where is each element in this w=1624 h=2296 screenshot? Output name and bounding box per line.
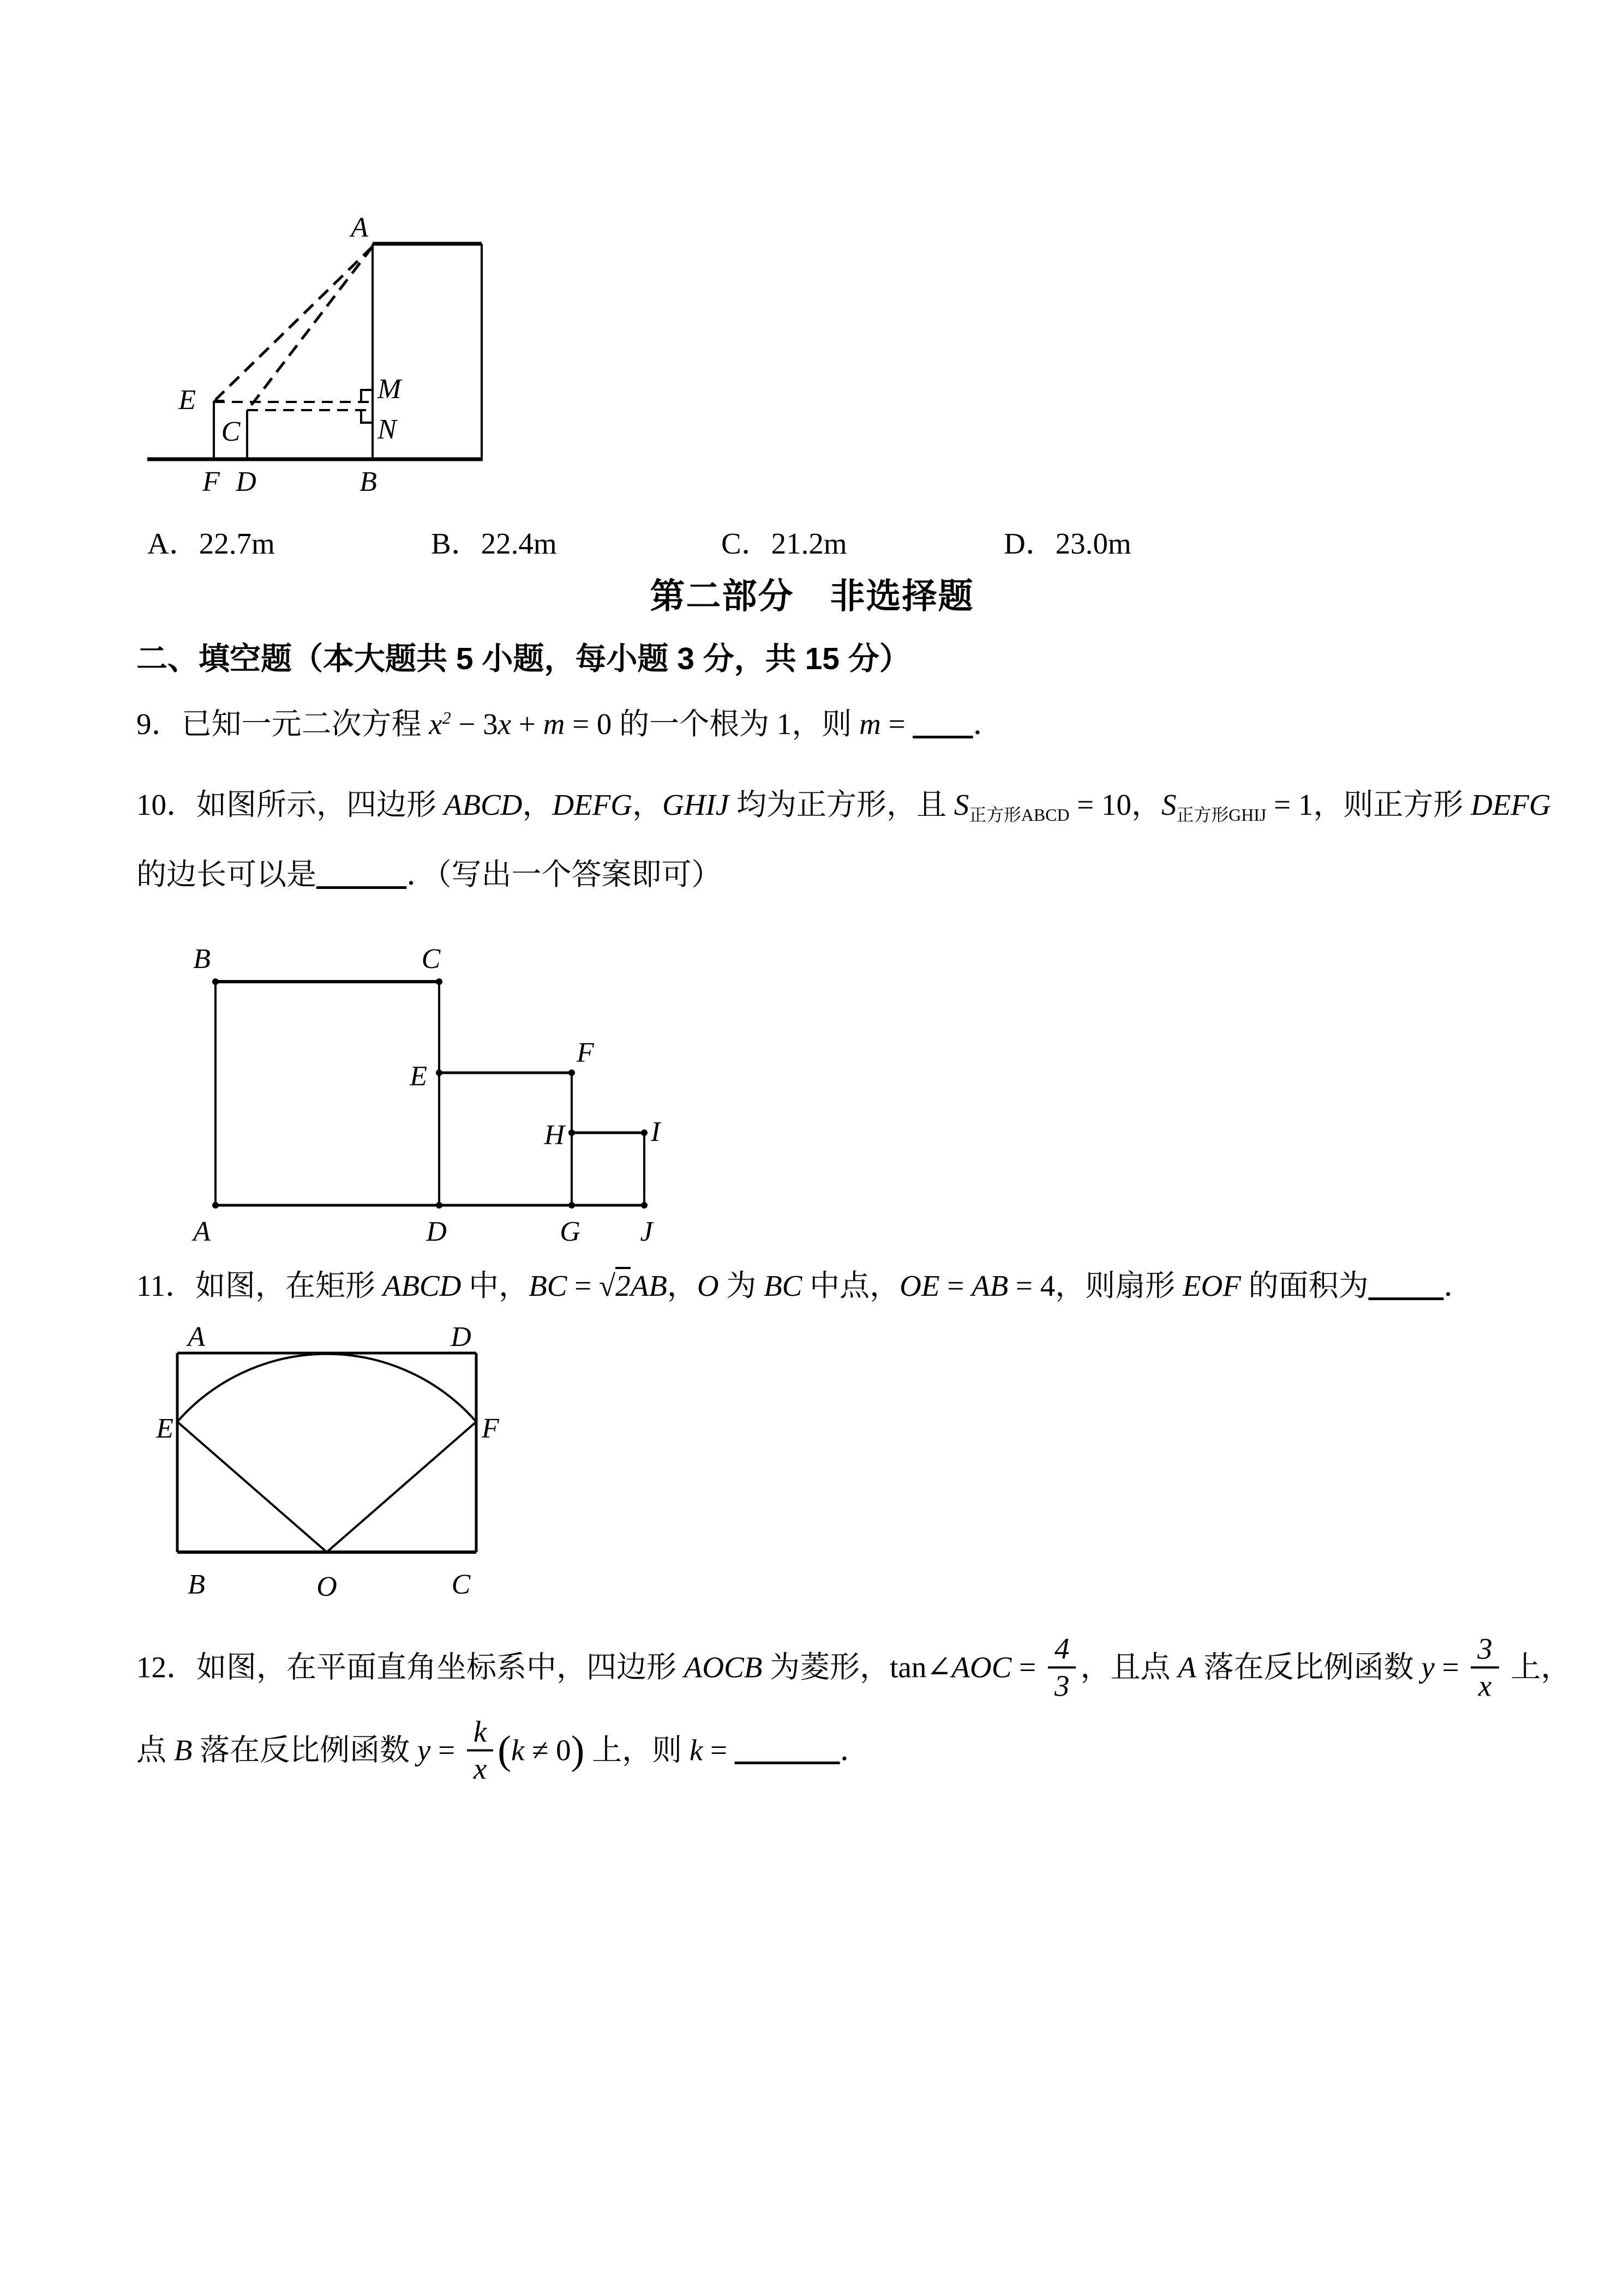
text-segment: = 10， (1069, 788, 1162, 821)
label-B: B (359, 466, 377, 497)
text-segment: x (429, 707, 442, 741)
label-O: O (316, 1571, 337, 1602)
text-segment: + (511, 707, 543, 741)
fraction: $\frac{k}{x}$ (467, 1716, 493, 1785)
label-D: D (236, 466, 256, 497)
text-segment: BC (764, 1269, 802, 1302)
fill-section-title: 二、填空题（本大题共 5 小题，每小题 3 分，共 15 分） (136, 641, 910, 676)
text-segment: AOCB (684, 1650, 763, 1684)
text-segment: 9．已知一元二次方程 (136, 707, 429, 741)
label-F: F (202, 466, 220, 497)
square-root: √2 (599, 1267, 631, 1302)
text-segment: m (543, 707, 565, 741)
label-J: J (640, 1216, 653, 1247)
label-N: N (377, 414, 397, 445)
label-I: I (651, 1116, 661, 1147)
text-segment: 正方形ABCD (969, 806, 1070, 825)
question-12-line2 (136, 1715, 870, 1788)
text-segment: m (859, 707, 881, 741)
text-segment: 10．如图所示，四边形 (136, 788, 444, 821)
text-segment: ． (1443, 1269, 1474, 1302)
text-segment: B (173, 1733, 193, 1767)
answer-blank: _______ (734, 1733, 840, 1767)
text-segment: = (939, 1269, 972, 1302)
sight-line-AC (249, 247, 373, 408)
corner-dots (212, 978, 648, 1209)
answer-blank: _____ (1368, 1269, 1444, 1302)
text-segment: 11．如图，在矩形 (136, 1269, 383, 1302)
text-segment: 的面积为 (1241, 1269, 1369, 1302)
answer-blank: ______ (316, 858, 407, 891)
option-b: B．22.4m (431, 527, 557, 560)
label-M: M (377, 374, 401, 405)
label-G: G (560, 1216, 580, 1247)
label-C: C (421, 943, 441, 975)
label-F: F (482, 1413, 499, 1444)
text-segment: y (1421, 1650, 1435, 1684)
label-D: D (451, 1321, 471, 1353)
label-D: D (426, 1216, 447, 1247)
text-segment: = (1434, 1650, 1467, 1684)
text-segment: A (1178, 1650, 1196, 1684)
sight-line-AE (215, 247, 373, 400)
label-A: A (193, 1216, 211, 1247)
text-segment: O (697, 1269, 719, 1302)
radius-OE (177, 1422, 327, 1552)
text-segment: ABCD (382, 1269, 462, 1302)
text-segment: 中点， (802, 1269, 900, 1302)
text-segment: 正方形GHIJ (1176, 806, 1267, 825)
text-segment: 落在反比例函数 (1196, 1650, 1422, 1684)
arc-EF (177, 1354, 476, 1422)
text-segment: ， (632, 788, 663, 821)
label-A: A (188, 1321, 205, 1353)
text-segment: ≠ 0 (524, 1733, 571, 1767)
option-a: A．22.7m (147, 527, 275, 560)
text-segment: ) (571, 1728, 585, 1773)
label-E: E (410, 1061, 427, 1092)
label-B: B (188, 1569, 205, 1600)
text-segment: ．（写出一个答案即可） (406, 858, 722, 891)
text-segment: S (1161, 788, 1177, 821)
question-10-line1 (136, 785, 1551, 827)
q11-sector-figure (156, 1321, 524, 1636)
text-segment: AB (971, 1269, 1009, 1302)
question-10-line2 (136, 855, 722, 894)
text-segment: − 3 (451, 707, 498, 741)
text-segment: ， (522, 788, 553, 821)
text-segment: ． (973, 707, 1003, 741)
text-segment: ，且点 (1080, 1650, 1178, 1684)
text-segment: x (498, 707, 512, 741)
label-C: C (451, 1569, 471, 1600)
fraction: $\frac{3}{x}$ (1471, 1633, 1499, 1702)
text-segment: DEFG (1471, 788, 1551, 821)
text-segment: = (880, 707, 913, 741)
text-segment: 落在反比例函数 (192, 1733, 417, 1767)
q10-squares-figure (185, 927, 676, 1254)
option-c: C．21.2m (721, 527, 847, 560)
text-segment: EOF (1182, 1269, 1241, 1302)
text-segment: 均为正方形，且 (729, 788, 954, 821)
q8-building-figure (139, 212, 510, 502)
text-segment: DEFG (552, 788, 633, 821)
text-segment: = (1011, 1650, 1044, 1684)
text-segment: 上，则 (584, 1733, 690, 1767)
fraction: $\frac{4}{3}$ (1048, 1633, 1076, 1702)
question-11 (136, 1266, 1473, 1306)
answer-blank: ____ (913, 707, 973, 741)
text-segment: 为 (718, 1269, 764, 1302)
text-segment: BC (529, 1269, 567, 1302)
label-C: C (221, 416, 241, 447)
right-angle-N (361, 410, 373, 423)
right-angle-M (361, 390, 373, 402)
option-d: D．23.0m (1004, 527, 1131, 560)
text-segment: ， (667, 1269, 697, 1302)
label-F: F (577, 1037, 594, 1068)
text-segment: 上， (1503, 1650, 1571, 1684)
label-H: H (544, 1120, 565, 1151)
text-segment: S (954, 788, 969, 821)
text-segment: = 1，则正方形 (1266, 788, 1471, 821)
text-segment: ( (498, 1728, 511, 1773)
text-segment: = 4，则扇形 (1008, 1269, 1183, 1302)
text-segment: tan∠ (890, 1650, 952, 1684)
text-segment: ． (840, 1733, 870, 1767)
text-segment: GHIJ (662, 788, 729, 821)
radius-OF (327, 1422, 476, 1552)
text-segment: k (511, 1733, 525, 1767)
text-segment: AB (630, 1269, 667, 1302)
label-A: A (351, 212, 368, 243)
text-segment: y (417, 1733, 431, 1767)
text-segment: 点 (136, 1733, 174, 1767)
label-E: E (178, 384, 196, 416)
text-segment: 中， (461, 1269, 529, 1302)
part2-title: 第二部分 非选择题 (650, 576, 974, 616)
label-B: B (193, 943, 211, 975)
text-segment: OE (900, 1269, 940, 1302)
text-segment: = (567, 1269, 599, 1302)
question-9 (136, 705, 1003, 744)
text-segment: k (689, 1733, 703, 1767)
text-segment: ABCD (444, 788, 523, 821)
text-segment: 2 (442, 708, 451, 728)
label-E: E (156, 1413, 173, 1444)
text-segment: 为菱形， (762, 1650, 890, 1684)
text-segment: 12．如图，在平面直角坐标系中，四边形 (136, 1650, 684, 1684)
text-segment: = 0 的一个根为 1，则 (565, 707, 860, 741)
text-segment: = (430, 1733, 463, 1767)
text-segment: = (703, 1733, 735, 1767)
text-segment: 的边长可以是 (136, 858, 317, 891)
question-12-line1 (136, 1632, 1571, 1705)
text-segment: AOC (951, 1650, 1012, 1684)
